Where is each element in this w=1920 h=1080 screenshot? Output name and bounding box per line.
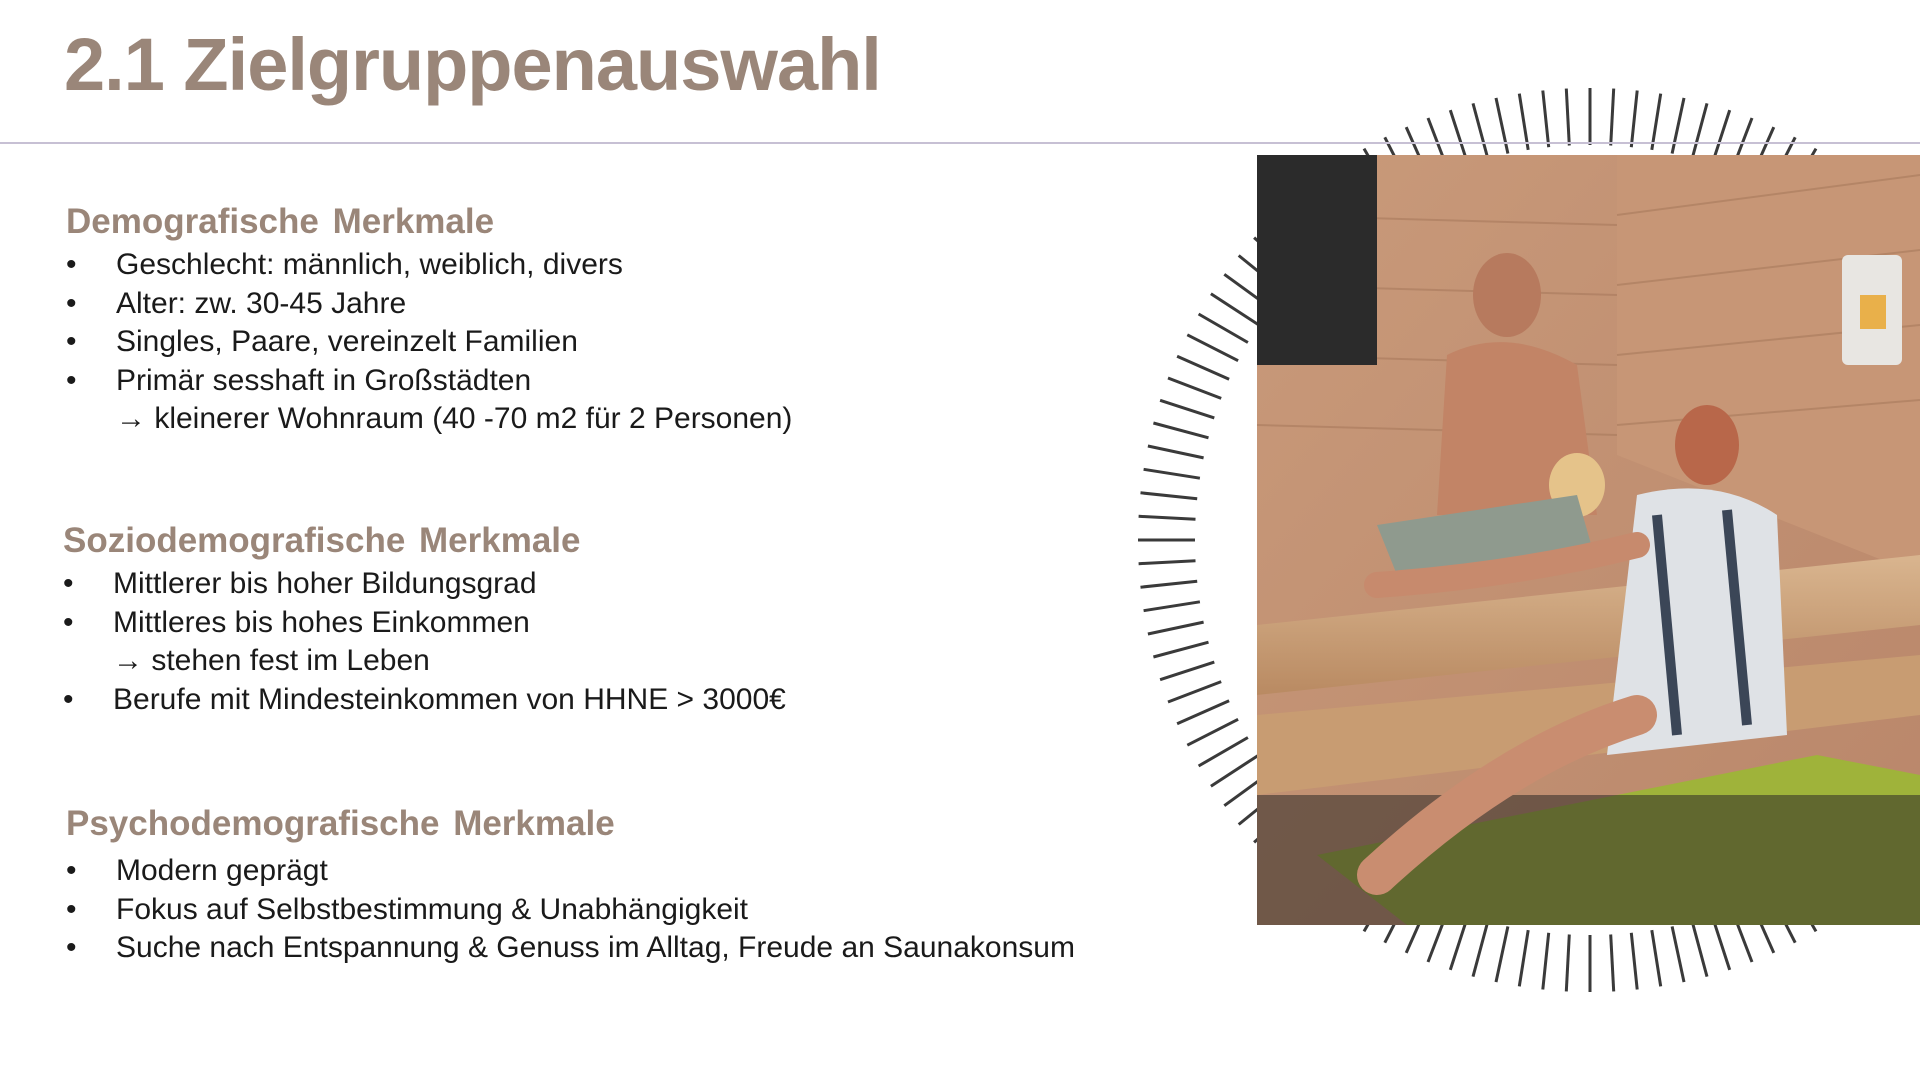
section-heading: Soziodemografische Merkmale bbox=[63, 521, 581, 560]
sunburst-ray bbox=[1211, 294, 1259, 325]
sunburst-ray bbox=[1177, 356, 1229, 379]
bullet-icon: • bbox=[66, 363, 77, 397]
section-psychodemografische-merkmale bbox=[66, 804, 1146, 968]
sunburst-ray bbox=[1148, 446, 1204, 458]
sunburst-ray bbox=[1631, 933, 1637, 990]
list-item-sub: → stehen fest im Leben bbox=[113, 644, 430, 677]
sunburst-ray bbox=[1692, 103, 1707, 158]
sunburst-ray bbox=[1496, 98, 1508, 154]
sunburst-ray bbox=[1631, 91, 1637, 148]
list-item: • Modern geprägt bbox=[66, 852, 1146, 891]
bullet-list bbox=[66, 852, 1146, 968]
section-demografische-merkmale bbox=[66, 202, 1146, 439]
header-divider bbox=[0, 142, 1920, 144]
sunburst-ray bbox=[1160, 662, 1214, 680]
sunburst-ray bbox=[1211, 755, 1259, 786]
list-item: • Mittleres bis hohes Einkommen → stehen fest im Leben bbox=[63, 604, 1143, 681]
bullet-icon: • bbox=[63, 567, 74, 600]
sunburst-ray bbox=[1199, 738, 1248, 767]
list-item: • Alter: zw. 30-45 Jahre bbox=[66, 285, 1146, 324]
bullet-icon: • bbox=[66, 286, 77, 320]
sunburst-ray bbox=[1672, 926, 1684, 982]
sunburst-ray bbox=[1473, 103, 1488, 158]
section-heading: Psychodemografische Merkmale bbox=[66, 804, 615, 843]
sunburst-ray bbox=[1153, 423, 1208, 438]
bullet-list bbox=[66, 246, 1146, 439]
list-item: • Geschlecht: männlich, weiblich, divers bbox=[66, 246, 1146, 285]
sunburst-ray bbox=[1141, 581, 1198, 587]
bullet-icon: • bbox=[66, 248, 77, 281]
bullet-icon: • bbox=[63, 682, 74, 716]
sunburst-ray bbox=[1187, 335, 1238, 361]
sunburst-ray bbox=[1153, 642, 1208, 657]
sunburst-ray bbox=[1148, 622, 1204, 634]
sunburst-ray bbox=[1566, 935, 1569, 992]
page-title: 2.1 Zielgruppenauswahl bbox=[64, 23, 881, 106]
sunburst-ray bbox=[1611, 935, 1614, 992]
section-soziodemografische-merkmale bbox=[63, 521, 1143, 719]
sunburst-ray bbox=[1496, 926, 1508, 982]
sunburst-ray bbox=[1187, 719, 1238, 745]
list-item: • Primär sesshaft in Großstädten → kleinerer Wohnraum (40 -70 m2 für 2 Personen) bbox=[66, 362, 1146, 439]
list-item: • Berufe mit Mindesteinkommen von HHNE > 3000€ bbox=[63, 681, 1143, 720]
sunburst-ray bbox=[1566, 89, 1569, 146]
sunburst-ray bbox=[1160, 400, 1214, 418]
list-item-sub: → kleinerer Wohnraum (40 -70 m2 für 2 Personen) bbox=[116, 402, 793, 435]
section-heading: Demografische Merkmale bbox=[66, 202, 495, 241]
sunburst-ray bbox=[1199, 314, 1248, 343]
sunburst-ray bbox=[1543, 933, 1549, 990]
sunburst-ray bbox=[1168, 378, 1221, 398]
sunburst-ray bbox=[1473, 922, 1488, 977]
sunburst-ray bbox=[1144, 469, 1200, 478]
list-item: • Singles, Paare, vereinzelt Familien bbox=[66, 323, 1146, 362]
sunburst-ray bbox=[1543, 91, 1549, 148]
list-item: • Fokus auf Selbstbestimmung & Unabhängigkeit bbox=[66, 891, 1146, 930]
sunburst-ray bbox=[1611, 89, 1614, 146]
sunburst-ray bbox=[1139, 516, 1196, 519]
bullet-list bbox=[63, 565, 1143, 719]
sunburst-ray bbox=[1519, 930, 1528, 986]
bullet-icon: • bbox=[63, 605, 74, 639]
sauna-photo bbox=[1257, 155, 1920, 925]
bullet-icon: • bbox=[66, 325, 77, 358]
sunburst-ray bbox=[1139, 561, 1196, 564]
sunburst-ray bbox=[1177, 701, 1229, 724]
bullet-icon: • bbox=[66, 854, 77, 887]
list-item: • Mittlerer bis hoher Bildungsgrad bbox=[63, 565, 1143, 604]
bullet-icon: • bbox=[66, 931, 77, 964]
bullet-icon: • bbox=[66, 892, 77, 926]
sunburst-ray bbox=[1141, 493, 1198, 499]
sunburst-ray bbox=[1652, 930, 1661, 986]
sunburst-ray bbox=[1692, 922, 1707, 977]
sunburst-ray bbox=[1168, 682, 1221, 702]
list-item: • Suche nach Entspannung & Genuss im Alltag, Freude an Saunakonsum bbox=[66, 929, 1146, 968]
sunburst-ray bbox=[1672, 98, 1684, 154]
sunburst-ray bbox=[1144, 602, 1200, 611]
